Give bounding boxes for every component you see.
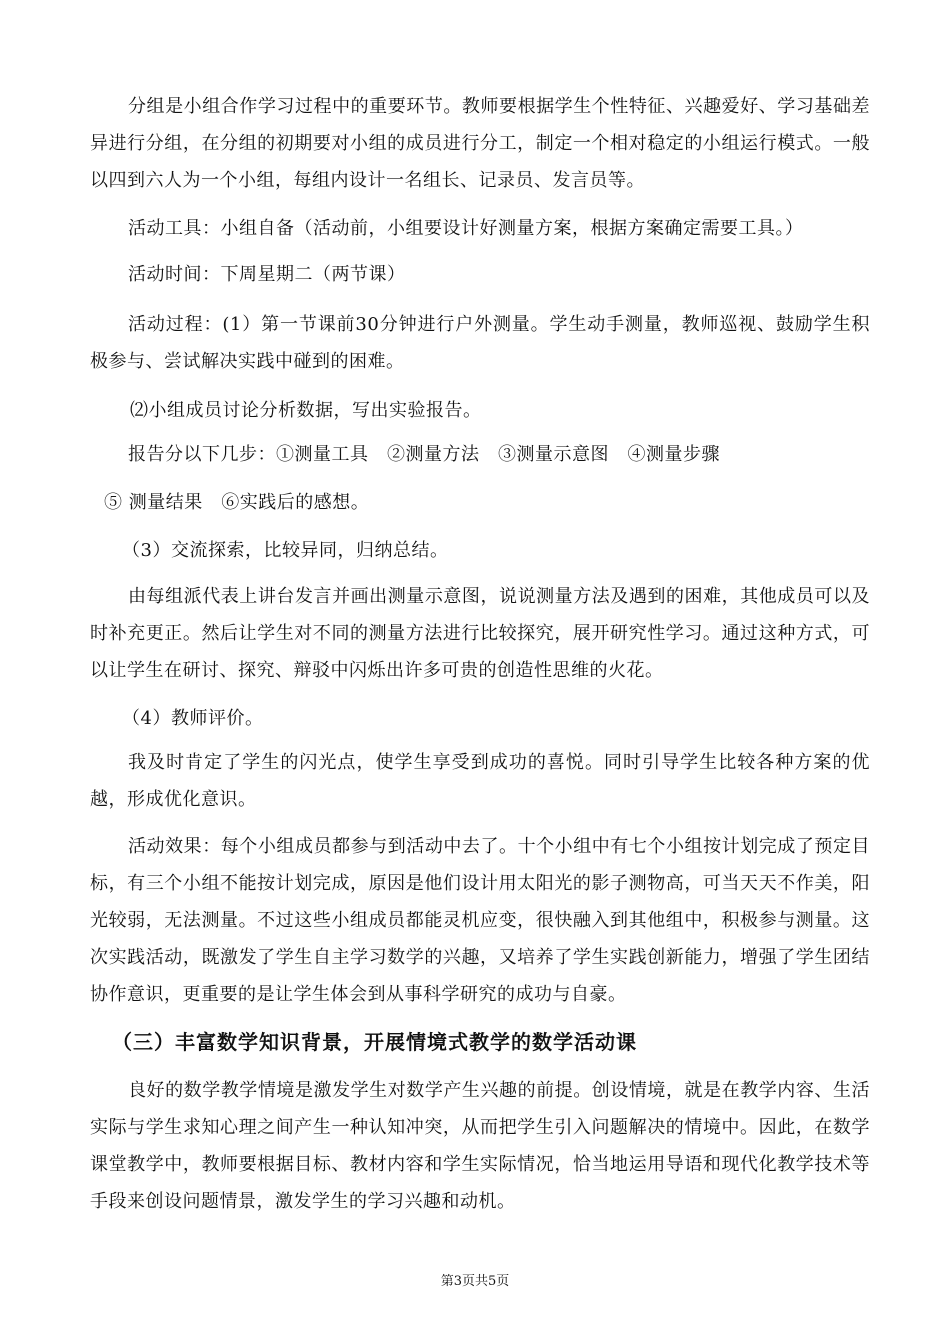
paragraph-activity-effect: 活动效果：每个小组成员都参与到活动中去了。十个小组中有七个小组按计划完成了预定目标，有三个小组不能按计划完成，原因是他们设计用太阳光的影子测物高，可当天天不作美，阳光较弱，无法测量。不过这些小组成员都能灵机应变，很快融入到其他组中，积极参与测量。这次实践活动，既激发了学生自主学习数学的兴趣，又培养了学生实践创新能力，增强了学生团结协作意识，更重要的是让学生体会到从事科学研究的成功与自豪。 (90, 836, 870, 1005)
section-heading: （三）丰富数学知识背景，开展情境式教学的数学活动课 (112, 1030, 637, 1054)
paragraph-step-2: ⑵小组成员讨论分析数据，写出实验报告。 (130, 400, 482, 421)
paragraph-teaching-context: 良好的数学教学情境是激发学生对数学产生兴趣的前提。创设情境，就是在教学内容、生活实际与学生求知心理之间产生一种认知冲突，从而把学生引入问题解决的情境中。因此，在数学课堂教学中，教师要根据目标、教材内容和学生实际情况，恰当地运用导语和现代化教学技术等手段来创设问题情景，激发学生的学习兴趣和动机。 (90, 1080, 870, 1212)
page-footer: 第3页共5页 (440, 1274, 510, 1289)
paragraph-report-steps: 报告分以下几步：①测量工具 ②测量方法 ③测量示意图 ④测量步骤 (128, 444, 720, 465)
paragraph-step-4: （4）教师评价。 (122, 708, 264, 729)
paragraph-grouping: 分组是小组合作学习过程中的重要环节。教师要根据学生个性特征、兴趣爱好、学习基础差异进行分组，在分组的初期要对小组的成员进行分工，制定一个相对稳定的小组运行模式。一般以四到六人为一个小组，每组内设计一名组长、记录员、发言员等。 (90, 96, 870, 191)
paragraph-activity-process: 活动过程：(1）第一节课前30分钟进行户外测量。学生动手测量，教师巡视、鼓励学生积极参与、尝试解决实践中碰到的困难。 (90, 314, 870, 372)
paragraph-group-presentation: 由每组派代表上讲台发言并画出测量示意图，说说测量方法及遇到的困难，其他成员可以及时补充更正。然后让学生对不同的测量方法进行比较探究，展开研究性学习。通过这种方式，可以让学生在研讨、探究、辩驳中闪烁出许多可贵的创造性思维的火花。 (90, 586, 870, 681)
paragraph-activity-time: 活动时间：下周星期二（两节课） (128, 264, 406, 285)
paragraph-step-3: （3）交流探索，比较异同，归纳总结。 (122, 540, 449, 561)
paragraph-teacher-feedback: 我及时肯定了学生的闪光点，使学生享受到成功的喜悦。同时引导学生比较各种方案的优越，形成优化意识。 (90, 752, 870, 810)
paragraph-report-steps-cont: ⑤ 测量结果 ⑥实践后的感想。 (104, 492, 370, 513)
paragraph-activity-tools: 活动工具：小组自备（活动前，小组要设计好测量方案，根据方案确定需要工具。） (128, 218, 804, 239)
